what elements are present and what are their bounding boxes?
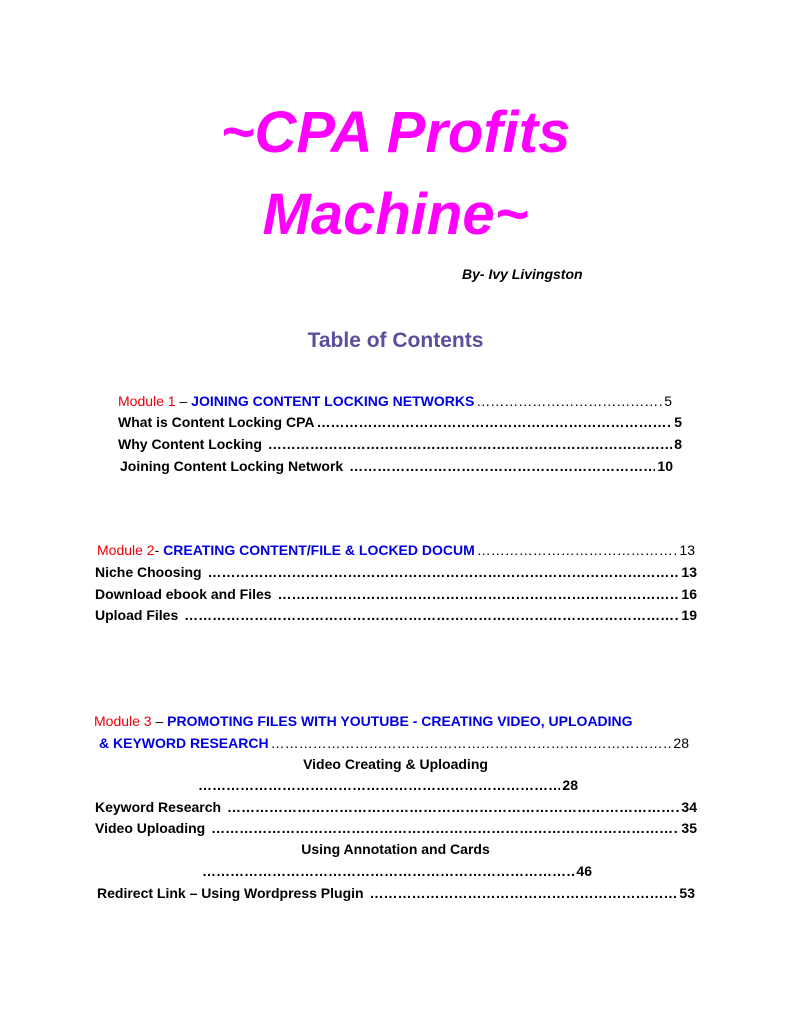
toc-module-2[interactable] <box>97 541 695 559</box>
entry-text: Niche Choosing <box>95 564 206 580</box>
page-number: 8 <box>674 436 682 452</box>
toc-heading: Table of Contents <box>307 329 484 352</box>
page-number: 16 <box>681 586 697 602</box>
entry-text: Keyword Research <box>95 799 225 815</box>
module-dash: – <box>175 393 192 409</box>
module-dash: - <box>154 542 164 558</box>
leader-dots <box>369 884 677 902</box>
module-title: JOINING CONTENT LOCKING NETWORKS <box>191 393 475 409</box>
module-label: Module 3 <box>94 713 152 729</box>
module-title-line-2: & KEYWORD RESEARCH <box>99 735 269 751</box>
leader-dots <box>207 563 679 581</box>
leader-dots <box>227 798 679 816</box>
entry-text: Upload Files <box>95 607 183 623</box>
entry-text: Download ebook and Files <box>95 586 276 602</box>
entry-text: Video Uploading <box>95 820 210 836</box>
document-title-line-2: Machine~ <box>262 182 529 247</box>
module-title: CREATING CONTENT/FILE & LOCKED DOCUM <box>163 542 475 558</box>
toc-entry-title[interactable]: Video Creating & Uploading <box>303 756 488 772</box>
leader-dots <box>477 541 678 559</box>
author-byline: By- Ivy Livingston <box>462 266 583 282</box>
leader-dots <box>476 392 662 410</box>
leader-dots <box>277 585 679 603</box>
toc-entry-title[interactable]: Using Annotation and Cards <box>301 841 490 857</box>
page-number: 28 <box>673 735 689 751</box>
toc-entry[interactable] <box>95 798 697 816</box>
page-number: 53 <box>679 885 695 901</box>
leader-dots <box>268 435 672 453</box>
leader-dots <box>271 734 672 752</box>
entry-text: Why Content Locking <box>118 436 266 452</box>
leader-dots <box>202 862 574 880</box>
toc-entry[interactable] <box>118 435 682 453</box>
entry-text: Joining Content Locking Network <box>120 458 348 474</box>
toc-entry[interactable] <box>95 606 697 624</box>
toc-entry[interactable] <box>120 457 673 475</box>
toc-entry[interactable] <box>97 884 695 902</box>
module-label: Module 2 <box>97 542 155 558</box>
toc-entry[interactable] <box>198 776 578 794</box>
module-label: Module 1 <box>118 393 176 409</box>
page-number: 46 <box>576 863 592 879</box>
document-title-line-1: ~CPA Profits <box>220 100 571 165</box>
toc-module-3-continued[interactable] <box>99 734 689 752</box>
page-number: 13 <box>679 542 695 558</box>
toc-entry[interactable] <box>95 585 697 603</box>
module-title-line-1: PROMOTING FILES WITH YOUTUBE - CREATING VIDEO, UPLOADING <box>167 713 633 729</box>
leader-dots <box>184 606 679 624</box>
toc-entry[interactable] <box>95 819 697 837</box>
leader-dots <box>317 413 673 431</box>
toc-module-3[interactable] <box>94 712 714 730</box>
toc-entry[interactable] <box>95 563 697 581</box>
entry-text: Redirect Link – Using Wordpress Plugin <box>97 885 368 901</box>
leader-dots <box>198 776 560 794</box>
toc-entry[interactable] <box>202 862 592 880</box>
module-dash: – <box>151 713 168 729</box>
entry-text: What is Content Locking CPA <box>118 414 315 430</box>
page-number: 10 <box>657 458 673 474</box>
leader-dots <box>349 457 655 475</box>
page-number: 35 <box>681 820 697 836</box>
toc-entry[interactable] <box>118 413 682 431</box>
page-number: 28 <box>562 777 578 793</box>
page-number: 34 <box>681 799 697 815</box>
page-number: 13 <box>681 564 697 580</box>
page-number: 5 <box>674 414 682 430</box>
toc-module-1[interactable] <box>118 392 672 410</box>
page-number: 5 <box>664 393 672 409</box>
leader-dots <box>211 819 679 837</box>
page-number: 19 <box>681 607 697 623</box>
